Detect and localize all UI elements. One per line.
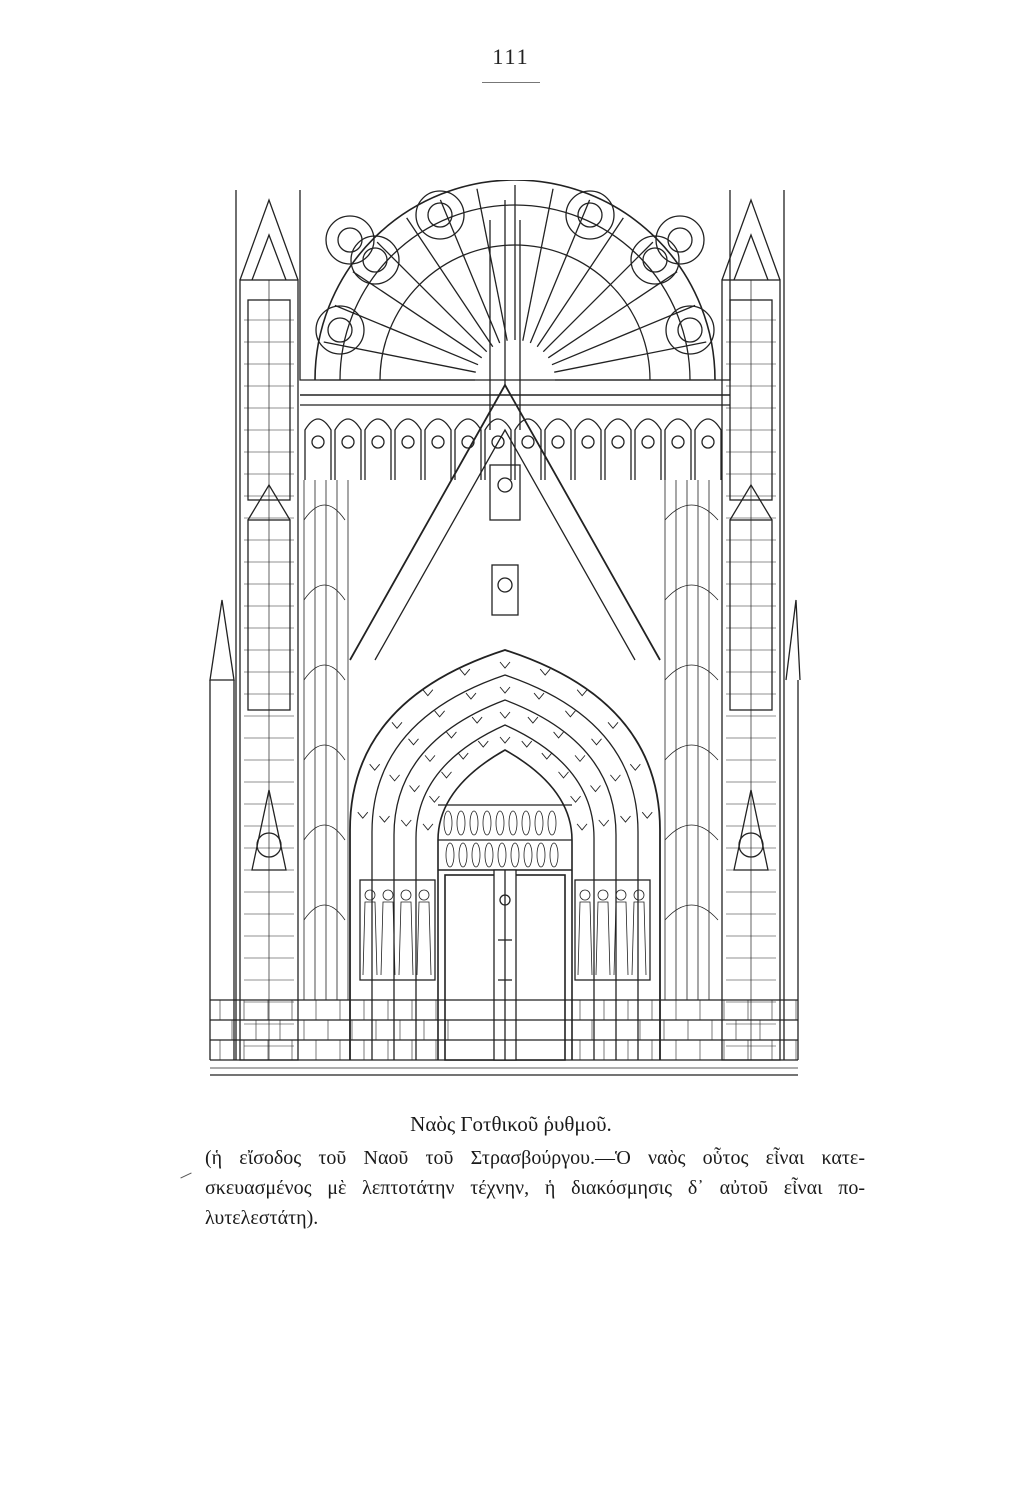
figure-title: Ναὸς Γοτθικοῦ ῥυθμοῦ.: [410, 1112, 612, 1136]
portal-tympanum: [438, 805, 572, 870]
portal-doorway: [445, 870, 565, 1060]
rose-window-illustration: [300, 180, 730, 380]
margin-pen-mark: [180, 1173, 191, 1179]
caption-line: σκευασμένος μὲ λεπτοτάτην τέχνην, ἡ διακόσμησις δ᾽ αὐτοῦ εἶναι πο-: [205, 1177, 865, 1199]
page-number: 111: [492, 44, 530, 69]
central-gable: [350, 200, 660, 660]
caption-line: (ἡ εἴσοδος τοῦ Ναοῦ τοῦ Στρασβούργου.—Ὁ ναὸς οὗτος εἶναι κατε-: [205, 1147, 865, 1169]
page-number-rule: [482, 82, 540, 83]
cathedral-portal-illustration: [200, 180, 804, 1085]
left-buttress-tower: [240, 200, 298, 1060]
right-buttress-tower: [722, 200, 780, 1060]
figure-caption: [205, 1143, 865, 1233]
upper-arcade: [300, 395, 730, 480]
caption-line: λυτελεστάτη).: [205, 1207, 319, 1229]
